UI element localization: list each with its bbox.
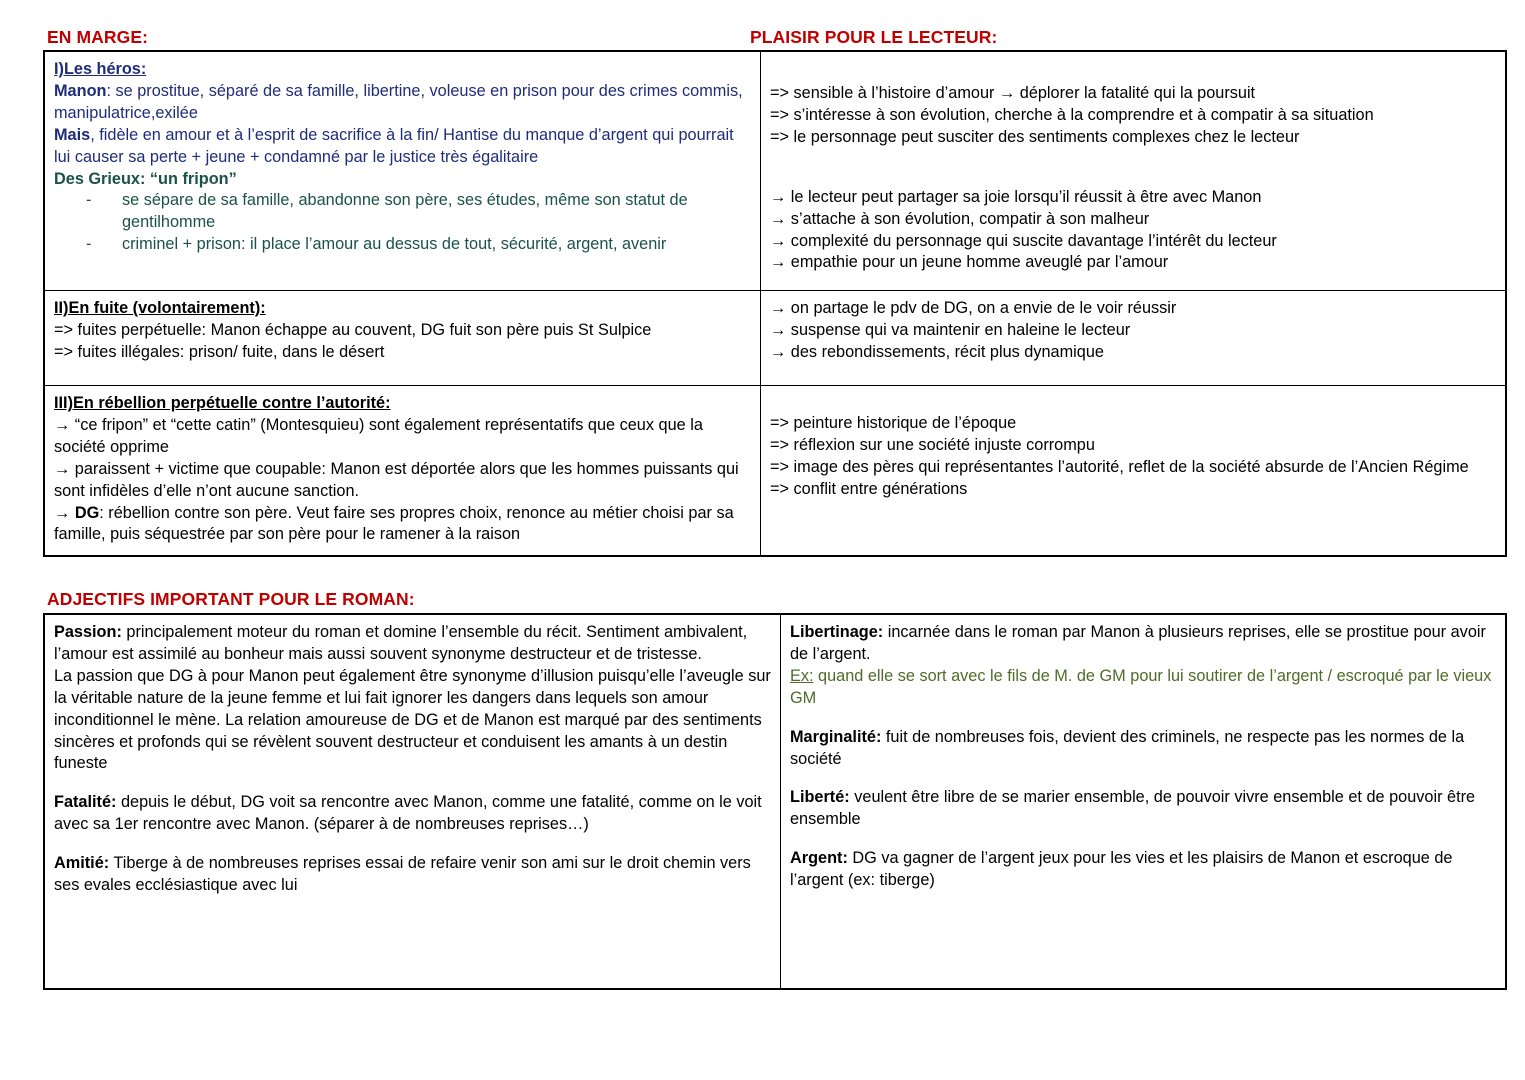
arrow-line: → suspense qui va maintenir en haleine le lecteur (770, 320, 1131, 339)
heading-adjectifs-label: ADJECTIFS IMPORTANT POUR LE ROMAN: (47, 589, 415, 609)
subheading-en-rebellion: III)En rébellion perpétuelle contre l’autorité: (54, 394, 391, 412)
subheading-des-grieux: Des Grieux: “un fripon” (54, 169, 237, 188)
arrow-line: → complexité du personnage qui suscite davantage l’intérêt du lecteur (770, 231, 1277, 250)
arrow-line: → le lecteur peut partager sa joie lorsqu’il réussit à être avec Manon (770, 187, 1262, 206)
arrow-line: → empathie pour un jeune homme aveuglé par l’amour (770, 253, 1169, 272)
arrow-line: => fuites perpétuelle: Manon échappe au couvent, DG fuit son père puis St Sulpice (54, 320, 652, 339)
arrow-line: → on partage le pdv de DG, on a envie de le voir réussir (770, 299, 1177, 317)
list-des-grieux (54, 190, 751, 256)
heading-en-marge-label: EN MARGE: (47, 27, 149, 47)
arrow-line: => peinture historique de l’époque (770, 414, 1017, 432)
table-en-marge (43, 50, 1507, 557)
entry-marginalite: Marginalité: fuit de nombreuses fois, devient des criminels, ne respecte pas les normes de la société (790, 727, 1465, 768)
arrow-line: → “ce fripon” et “cette catin” (Montesquieu) sont également représentatifs que ceux que la société opprime (54, 415, 703, 456)
bullet-dash: - (86, 191, 92, 210)
table-adjectifs (43, 613, 1507, 990)
arrow-line: => image des pères qui représentantes l’autorité, reflet de la société absurde de l’Ancien Régime (770, 457, 1469, 476)
spacer (770, 149, 1496, 187)
subheading-en-fuite: II)En fuite (volontairement): (54, 299, 266, 317)
entry-libertinage-example: Ex: quand elle se sort avec le fils de M. de GM pour lui soutirer de l’argent / escroqué par le vieux GM (790, 666, 1492, 707)
entry-argent: Argent: DG va gagner de l’argent jeux pour les vies et les plaisirs de Manon et escroque de l’argent (ex: tiberge) (790, 849, 1453, 890)
heading-plaisir-pour-le-lecteur (750, 27, 997, 48)
list-item (54, 190, 751, 234)
entry-passion: Passion: principalement moteur du roman et domine l’ensemble du récit. Sentiment ambivalent, l’amour est assimilé au bonheur mais aussi souvent synonyme destructeur et de tristesse. (54, 623, 748, 663)
cell-rebellion-left (44, 386, 761, 557)
arrow-line: => le personnage peut susciter des sentiments complexes chez le lecteur (770, 127, 1300, 146)
arrow-line: => réflexion sur une société injuste corrompu (770, 435, 1095, 454)
arrow-line: => conflit entre générations (770, 479, 968, 498)
entry-amitie: Amitié: Tiberge à de nombreuses reprises essai de refaire venir son ami sur le droit chemin vers ses evales ecclésiastique avec lui (54, 854, 751, 895)
heading-adjectifs (47, 589, 415, 610)
entry-libertinage: Libertinage: incarnée dans le roman par Manon à plusieurs reprises, elle se prostitue pour avoir de l’argent. (790, 623, 1486, 663)
subheading-les-heros: I)Les héros: (54, 60, 147, 78)
arrow-line: → s’attache à son évolution, compatir à son malheur (770, 209, 1150, 228)
arrow-line: → des rebondissements, récit plus dynamique (770, 342, 1104, 361)
paragraph-mais: Mais, fidèle en amour et à l’esprit de sacrifice à la fin/ Hantise du manque d’argent qui pourrait lui causer sa perte + jeune + condamné par le justice très égalitaire (54, 125, 734, 166)
cell-en-fuite-right (761, 291, 1507, 386)
arrow-line: → paraissent + victime que coupable: Manon est déportée alors que les hommes puissants qui sont infidèles d’elle n’ont aucune sanction. (54, 459, 739, 500)
arrow-line: → DG: rébellion contre son père. Veut faire ses propres choix, renonce au métier choisi par sa famille, puis séquestrée par son père pour le ramener à la raison (54, 503, 734, 544)
list-item-label: criminel + prison: il place l’amour au dessus de tout, sécurité, argent, avenir (122, 235, 667, 254)
cell-adjectifs-right (781, 614, 1507, 989)
cell-rebellion-right (761, 386, 1507, 557)
table-row (44, 386, 1506, 557)
entry-passion-continued: La passion que DG à pour Manon peut également être synonyme d’illusion puisqu’elle l’aveugle sur la véritable nature de la jeune femme et lui fait ignorer les dangers dans lequels son amour inconditionnel le mène. La relation amoureuse de DG et de Manon est marqué par des sentiments sincères et profonds qui se révèlent souvent destructeur et conduisent les amants à un destin funeste (54, 666, 771, 773)
arrow-line: => sensible à l’histoire d’amour → déplorer la fatalité qui la poursuit (770, 84, 1256, 102)
list-item-label: se sépare de sa famille, abandonne son père, ses études, même son statut de gentilhomme (122, 191, 688, 232)
bullet-dash: - (86, 235, 92, 254)
cell-heros-left (44, 51, 761, 291)
heading-plaisir-label: PLAISIR POUR LE LECTEUR: (750, 27, 998, 47)
table-row (44, 291, 1506, 386)
entry-fatalite: Fatalité: depuis le début, DG voit sa rencontre avec Manon, comme une fatalité, comme on le voit avec sa 1er rencontre avec Manon. (séparer à de nombreuses reprises…) (54, 793, 762, 834)
spacer (770, 59, 1496, 83)
paragraph-manon: Manon: se prostitue, séparé de sa famille, libertine, voleuse en prison pour des crimes commis, manipulatrice,exilée (54, 81, 743, 122)
table-row (44, 614, 1506, 989)
table-row (44, 51, 1506, 291)
cell-en-fuite-left (44, 291, 761, 386)
heading-en-marge (47, 27, 148, 48)
list-item (54, 234, 751, 256)
cell-heros-right (761, 51, 1507, 291)
arrow-line: => fuites illégales: prison/ fuite, dans le désert (54, 342, 385, 361)
entry-liberte: Liberté: veulent être libre de se marier ensemble, de pouvoir vivre ensemble et de pouvoir être ensemble (790, 788, 1476, 829)
spacer (770, 393, 1496, 413)
arrow-line: => s’intéresse à son évolution, cherche à la comprendre et à compatir à sa situation (770, 105, 1374, 124)
cell-adjectifs-left (44, 614, 781, 989)
